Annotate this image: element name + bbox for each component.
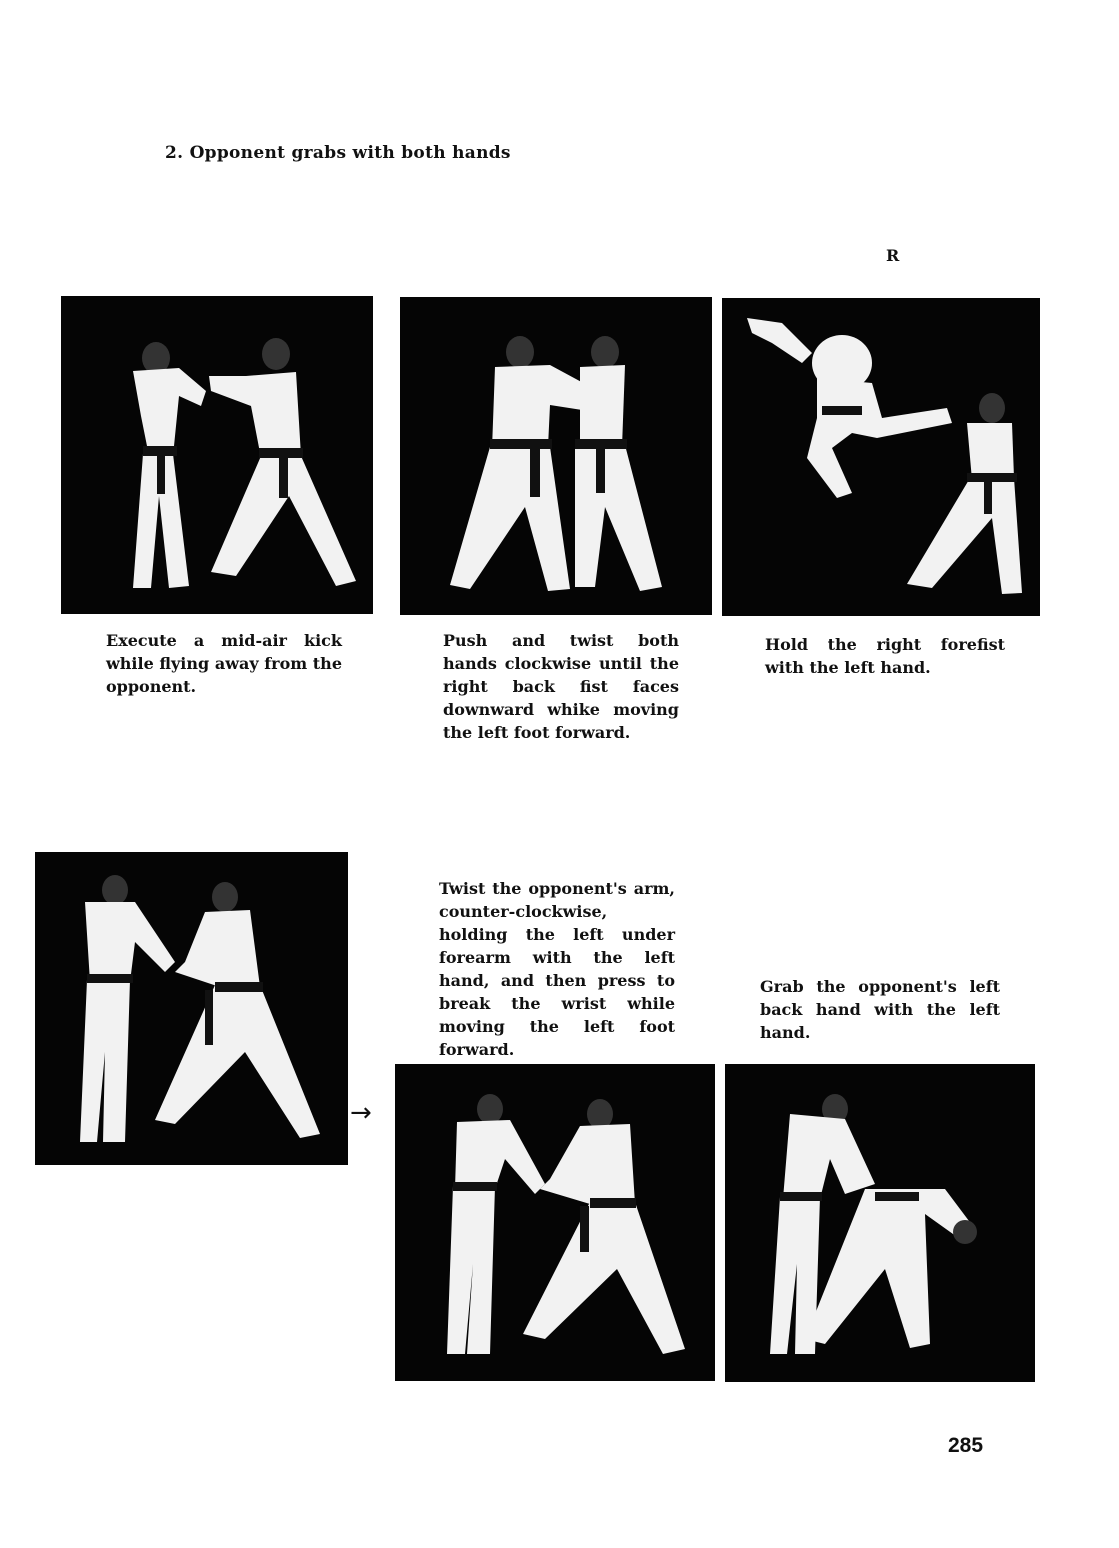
caption-twist-arm: Twist the opponent's arm, counter-clockwise, holding the left under forearm with the left hand, and then press to break the wrist while moving the left foot forward. (439, 879, 675, 1059)
photo-flying-kick (722, 298, 1040, 616)
section-heading: 2. Opponent grabs with both hands (165, 143, 511, 163)
caption-flying-kick: Execute a mid-air kick while flying away from the opponent. (106, 631, 342, 696)
corner-mark: R (886, 246, 900, 265)
photo-initial-grab (35, 852, 348, 1165)
caption-grab-back-hand: Grab the opponent's left back hand with the left hand. (760, 977, 1000, 1042)
photo-grab-back-hand (395, 1064, 715, 1381)
caption-push-twist: Push and twist both hands clockwise until the right back fist faces downward whike moving the left foot forward. (443, 631, 679, 742)
photo-wrist-break (725, 1064, 1035, 1382)
photo-grapple (61, 296, 373, 614)
page-number: 285 (948, 1434, 984, 1457)
sequence-arrow: → (350, 1098, 372, 1128)
photo-push-twist (400, 297, 712, 615)
caption-hold-forefist: Hold the right forefist with the left hand. (765, 635, 1005, 677)
